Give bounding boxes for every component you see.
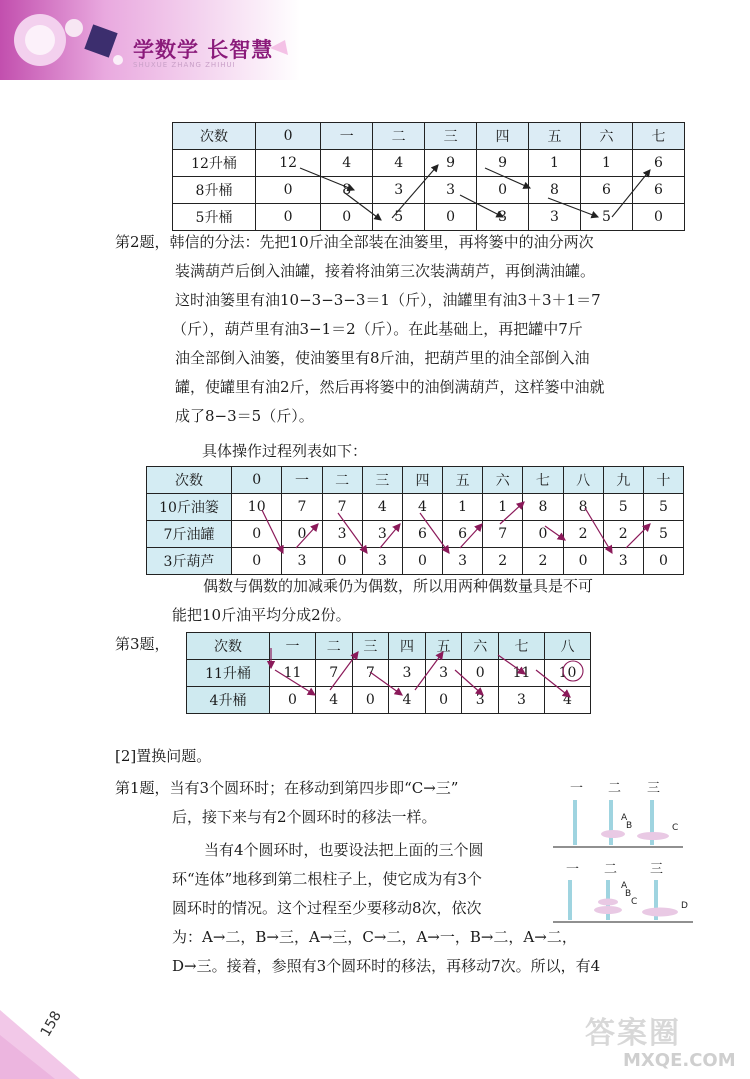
table-cell: 5升桶	[173, 204, 256, 231]
ring-label: D	[681, 901, 688, 911]
table-cell: 0	[232, 467, 282, 494]
table-cell: 三	[425, 123, 477, 150]
table-cell: 0	[523, 521, 563, 548]
table-cell: 0	[402, 548, 442, 575]
table-header-row	[187, 633, 591, 660]
table-cell: 一	[282, 467, 322, 494]
table-cell: 5	[603, 494, 643, 521]
q2-line: 这时油篓里有油10−3−3−3＝1（斤），油罐里有油3＋3＋1＝7	[175, 291, 601, 309]
table-cell: 八	[563, 467, 603, 494]
table-cell: 4	[321, 150, 373, 177]
table-cell: 五	[529, 123, 581, 150]
table-cell: 1	[443, 494, 483, 521]
table-cell: 5	[373, 204, 425, 231]
q2-line: 第2题，韩信的分法：先把10斤油全部装在油篓里，再将篓中的油分两次	[115, 233, 594, 251]
ring-label: C	[631, 897, 638, 907]
table-cell: 3	[477, 204, 529, 231]
table-cell: 六	[580, 123, 632, 150]
table-row	[173, 177, 685, 204]
table-cell: 2	[523, 548, 563, 575]
table-cell: 6	[632, 177, 684, 204]
table-cell: 二	[322, 467, 362, 494]
table-cell: 0	[425, 204, 477, 231]
table-cell: 4	[315, 687, 352, 714]
table-cell: 一	[321, 123, 373, 150]
table-cell: 3	[529, 204, 581, 231]
table-cell: 7	[483, 521, 523, 548]
ring-label: B	[626, 821, 633, 831]
table-row	[187, 660, 591, 687]
table-cell: 3	[282, 548, 322, 575]
table-cell: 4	[373, 150, 425, 177]
table-cell: 1	[580, 150, 632, 177]
ring-label: A	[621, 881, 628, 891]
table-q3	[186, 632, 591, 714]
table-cell: 0	[322, 548, 362, 575]
table-cell: 三	[352, 633, 389, 660]
table-cell: 九	[603, 467, 643, 494]
parity-line: 能把10斤油平均分成2份。	[172, 606, 351, 624]
parity-line: 偶数与偶数的加减乘仍为偶数，所以用两种偶数量具是不可	[203, 577, 594, 595]
table-row	[147, 548, 684, 575]
table-cell: 0	[563, 548, 603, 575]
table-cell: 11升桶	[187, 660, 270, 687]
table-cell: 7斤油罐	[147, 521, 232, 548]
table-cell: 7	[282, 494, 322, 521]
table-cell: 次数	[187, 633, 270, 660]
table-cell: 7	[352, 660, 389, 687]
table-cell: 四	[477, 123, 529, 150]
q2-line: （斤），葫芦里有油3−1＝2（斤）。在此基础上，再把罐中7斤	[172, 320, 583, 338]
table-cell: 8升桶	[173, 177, 256, 204]
table-cell: 5	[643, 521, 683, 548]
table-cell: 3	[462, 687, 499, 714]
table-cell: 0	[477, 177, 529, 204]
peg-label: 一	[566, 862, 580, 877]
table-oil	[146, 466, 684, 575]
peg-label: 二	[604, 862, 618, 877]
q2-line: 装满葫芦后倒入油罐，接着将油第三次装满葫芦，再倒满油罐。	[175, 262, 596, 280]
table-cell: 3	[373, 177, 425, 204]
table-row	[173, 204, 685, 231]
header-subtitle: SHUXUE ZHANG ZHIHUI	[133, 61, 236, 69]
page-number: 158	[37, 1008, 65, 1040]
table-cell: 5	[643, 494, 683, 521]
table-cell: 8	[523, 494, 563, 521]
hanoi-figure	[548, 770, 698, 950]
table-cell: 二	[315, 633, 352, 660]
table-cell: 1	[529, 150, 581, 177]
table-cell: 10	[544, 660, 590, 687]
table-cell: 0	[256, 204, 321, 231]
ring-label: C	[672, 823, 679, 833]
table-cell: 八	[544, 633, 590, 660]
table-cell: 0	[232, 521, 282, 548]
table-cell: 10斤油篓	[147, 494, 232, 521]
table-row	[187, 687, 591, 714]
table-cell: 6	[402, 521, 442, 548]
peg-label: 二	[608, 781, 622, 796]
peg-label: 一	[570, 781, 584, 796]
section2-line: 第1题，当有3个圆环时；在移动到第四步即“C→三”	[115, 779, 459, 797]
table-cell: 6	[580, 177, 632, 204]
table-cell: 0	[425, 687, 462, 714]
table-barrels	[172, 122, 685, 231]
section2-line: 圆环时的情况。这个过程至少要移动8次，依次	[172, 899, 482, 917]
table-cell: 0	[462, 660, 499, 687]
table-cell: 3	[499, 687, 545, 714]
table-cell: 5	[580, 204, 632, 231]
table-cell: 3	[389, 660, 426, 687]
header-title: 学数学 长智慧	[133, 38, 274, 62]
table-cell: 七	[499, 633, 545, 660]
table-cell: 3	[362, 548, 402, 575]
table-cell: 0	[282, 521, 322, 548]
table-cell: 2	[563, 521, 603, 548]
table-cell: 七	[632, 123, 684, 150]
header-banner	[0, 0, 750, 80]
table-cell: 2	[483, 548, 523, 575]
ring-label: B	[625, 889, 632, 899]
table-cell: 12升桶	[173, 150, 256, 177]
table-cell: 9	[477, 150, 529, 177]
table-cell: 六	[462, 633, 499, 660]
table-header-row	[173, 123, 685, 150]
table-cell: 9	[425, 150, 477, 177]
q2-intro: 具体操作过程列表如下：	[202, 442, 368, 460]
table-cell: 8	[529, 177, 581, 204]
table-cell: 0	[352, 687, 389, 714]
ring-label: A	[621, 813, 628, 823]
table-cell: 7	[315, 660, 352, 687]
table-cell: 4升桶	[187, 687, 270, 714]
table-cell: 11	[499, 660, 545, 687]
table-cell: 四	[389, 633, 426, 660]
q2-line: 罐，使罐里有油2斤，然后再将篓中的油倒满葫芦，这样篓中油就	[175, 378, 605, 396]
section2-line: 后，接下来与有2个圆环时的移法一样。	[172, 808, 437, 826]
table-cell: 0	[270, 687, 316, 714]
table-cell: 4	[544, 687, 590, 714]
table-cell: 3	[425, 660, 462, 687]
table-cell: 0	[256, 177, 321, 204]
table-cell: 12	[256, 150, 321, 177]
table-cell: 0	[643, 548, 683, 575]
table-cell: 0	[232, 548, 282, 575]
table-cell: 3	[362, 521, 402, 548]
table-cell: 4	[402, 494, 442, 521]
table-row	[147, 521, 684, 548]
table-row	[147, 494, 684, 521]
table-cell: 6	[443, 521, 483, 548]
table-cell: 3斤葫芦	[147, 548, 232, 575]
table-cell: 1	[483, 494, 523, 521]
table-cell: 一	[270, 633, 316, 660]
table-cell: 六	[483, 467, 523, 494]
q3-label: 第3题，	[115, 635, 170, 653]
table-cell: 2	[603, 521, 643, 548]
peg-label: 三	[650, 862, 664, 877]
section2-line: D→三。接着，参照有3个圆环时的移法，再移动7次。所以，有4	[172, 957, 601, 975]
watermark-url: MXQE.COM	[623, 1050, 736, 1071]
section2-line: 当有4个圆环时，也要设法把上面的三个圆	[204, 841, 484, 859]
table-cell: 7	[322, 494, 362, 521]
table-cell: 四	[402, 467, 442, 494]
table-header-row	[147, 467, 684, 494]
table-cell: 次数	[147, 467, 232, 494]
table-cell: 10	[232, 494, 282, 521]
section2-line: 为：A→二，B→三，A→三，C→二，A→一，B→二，A→二，	[172, 928, 577, 946]
table-cell: 3	[603, 548, 643, 575]
section2-title: [2]置换问题。	[115, 747, 212, 765]
table-cell: 4	[389, 687, 426, 714]
table-row	[173, 150, 685, 177]
table-cell: 6	[632, 150, 684, 177]
q2-line: 油全部倒入油篓，使油篓里有8斤油，把葫芦里的油全部倒入油	[175, 349, 590, 367]
table-cell: 8	[321, 177, 373, 204]
table-cell: 五	[425, 633, 462, 660]
table-cell: 0	[256, 123, 321, 150]
table-cell: 0	[632, 204, 684, 231]
page-corner-decoration	[0, 990, 80, 1079]
table-cell: 三	[362, 467, 402, 494]
table-cell: 五	[443, 467, 483, 494]
table-cell: 七	[523, 467, 563, 494]
section2-line: 环“连体”地移到第二根柱子上，使它成为有3个	[172, 870, 482, 888]
table-cell: 0	[321, 204, 373, 231]
table-cell: 8	[563, 494, 603, 521]
q2-line: 成了8−3＝5（斤）。	[175, 407, 314, 425]
table-cell: 次数	[173, 123, 256, 150]
table-cell: 二	[373, 123, 425, 150]
table-cell: 3	[322, 521, 362, 548]
table-cell: 4	[362, 494, 402, 521]
table-cell: 3	[425, 177, 477, 204]
table-cell: 11	[270, 660, 316, 687]
watermark-text: 答案圈	[585, 1016, 681, 1051]
table-cell: 3	[443, 548, 483, 575]
peg-label: 三	[647, 781, 661, 796]
table-cell: 十	[643, 467, 683, 494]
